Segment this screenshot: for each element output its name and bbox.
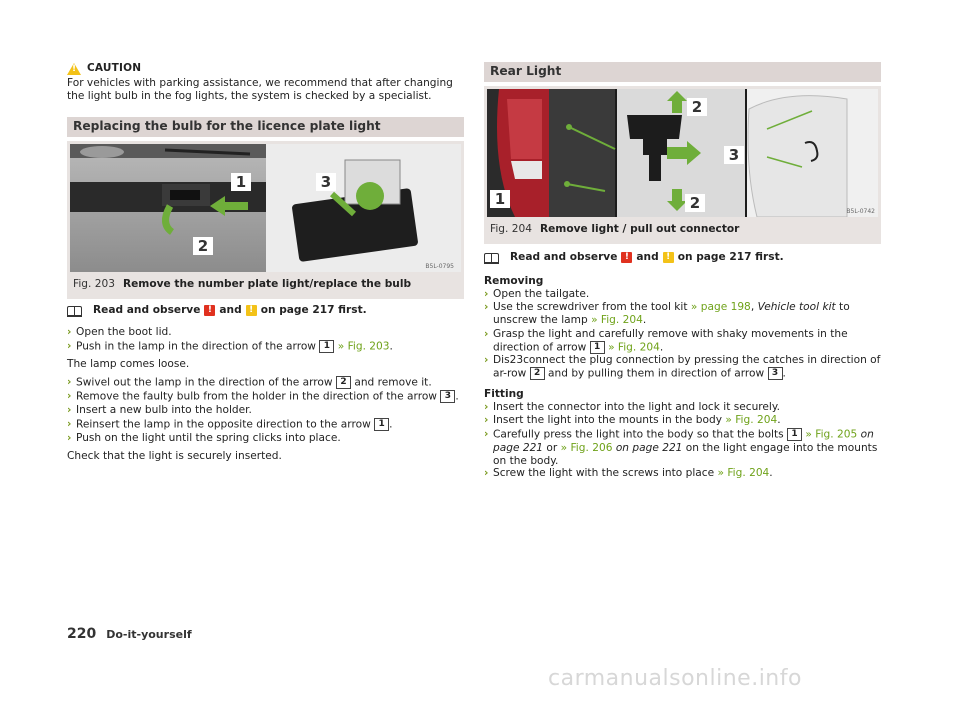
figure-title: Remove light / pull out connector: [539, 223, 740, 235]
list-item: › Reinsert the lamp in the opposite direction to the arrow 1 .: [67, 418, 393, 431]
page-number: 220: [67, 626, 97, 642]
final-note: Check that the light is securely inserted.: [67, 450, 282, 462]
list-item: › Push on the light until the spring clicks into place.: [67, 432, 341, 444]
book-icon: [484, 253, 498, 263]
list-item: › Insert the light into the mounts in the body » Fig. 204.: [484, 414, 781, 426]
note-text: The lamp comes loose.: [67, 358, 190, 370]
chevron-icon: ›: [67, 432, 72, 444]
chevron-icon: ›: [484, 288, 489, 300]
caution-header: [67, 62, 141, 75]
warning-icon: !: [621, 252, 632, 263]
chevron-icon: ›: [67, 340, 72, 352]
caution-body: For vehicles with parking assistance, we recommend that after changing the light bulb in the fog lights, the system is checked by a specialist.: [67, 77, 453, 103]
list-item: › Swivel out the lamp in the direction of the arrow 2 and remove it.: [67, 376, 432, 389]
read-prefix: Read and observe: [93, 304, 201, 316]
watermark: carmanualsonline.info: [548, 666, 802, 691]
section-title: Rear Light: [490, 64, 562, 78]
list-item: › Insert the connector into the light and lock it securely.: [484, 401, 780, 413]
callout-2-top: 2: [687, 98, 707, 116]
page-footer: [67, 628, 192, 641]
caution-icon-small: !: [663, 252, 674, 263]
fig-205-link[interactable]: » Fig. 205: [805, 428, 858, 441]
page-217-link[interactable]: on page 217 first.: [260, 304, 367, 316]
figure-title: Remove the number plate light/replace the bulb: [122, 278, 412, 290]
read-and: and: [636, 251, 659, 263]
read-prefix: Read and observe: [510, 251, 618, 263]
fig-204-link[interactable]: » Fig. 204: [591, 314, 643, 327]
list-item: › Grasp the light and carefully remove with shaky movements in the direction of arrow 1 » Fig. 204.: [484, 328, 848, 354]
figure-203-caption: [73, 278, 411, 291]
chevron-icon: ›: [67, 390, 72, 402]
fig-204-link[interactable]: » Fig. 204: [717, 467, 770, 479]
chevron-icon: ›: [67, 376, 72, 388]
page-217-link[interactable]: on page 217 first.: [677, 251, 784, 263]
chevron-icon: ›: [484, 401, 489, 413]
caution-icon: [67, 63, 81, 75]
removing-heading: Removing: [484, 275, 544, 287]
read-observe-line: [67, 304, 367, 317]
chevron-icon: ›: [484, 328, 489, 340]
callout-2-bottom: 2: [685, 194, 705, 212]
list-item: › Open the tailgate.: [484, 288, 590, 300]
arrow-ref-box: 3: [768, 367, 783, 380]
callout-2: 2: [193, 237, 213, 255]
caution-icon-small: !: [246, 305, 257, 316]
chevron-icon: ›: [484, 414, 489, 426]
section-header-rear-light: [484, 62, 881, 82]
list-item: › Use the screwdriver from the tool kit » page 198, Vehicle tool kit to unscrew the lamp » Fig. 204.: [484, 301, 850, 327]
figure-204-image: [487, 89, 878, 217]
chevron-icon: ›: [484, 301, 489, 313]
callout-1: 1: [490, 190, 510, 208]
warning-icon: !: [204, 305, 215, 316]
list-item: › Carefully press the light into the body so that the bolts 1 » Fig. 205 on page 221 or » Fig. 206 on page 221 on the light engage into the mounts on the body.: [484, 428, 878, 468]
caution-title: CAUTION: [87, 62, 142, 74]
chevron-icon: ›: [484, 354, 489, 366]
callout-1: 1: [231, 173, 251, 191]
fitting-heading: Fitting: [484, 388, 524, 400]
list-item: › Open the boot lid.: [67, 326, 172, 338]
arrow-ref-box: 1: [787, 428, 802, 441]
arrow-ref-box: 1: [590, 341, 605, 354]
arrow-ref-box: 1: [319, 340, 334, 353]
figure-number: Fig. 203: [73, 278, 115, 290]
arrow-ref-box: 3: [440, 390, 455, 403]
fig-206-link[interactable]: » Fig. 206: [560, 441, 613, 454]
book-icon: [67, 306, 81, 316]
section-header-licence-plate: [67, 117, 464, 137]
figure-203-code: B5L-0795: [425, 263, 454, 270]
figure-203-image: [70, 144, 461, 272]
list-item: › Push in the lamp in the direction of the arrow 1 » Fig. 203.: [67, 340, 393, 353]
chevron-icon: ›: [67, 418, 72, 430]
read-and: and: [219, 304, 242, 316]
chevron-icon: ›: [484, 467, 489, 479]
list-item: › Remove the faulty bulb from the holder in the direction of the arrow 3 .: [67, 390, 459, 403]
fig-204-link[interactable]: » Fig. 204: [608, 341, 660, 354]
figure-number: Fig. 204: [490, 223, 532, 235]
figure-204: [484, 86, 881, 244]
chevron-icon: ›: [67, 404, 72, 416]
figure-204-caption: [490, 223, 739, 236]
fig-204-link[interactable]: » Fig. 204: [725, 414, 778, 426]
arrow-ref-box: 1: [374, 418, 389, 431]
read-observe-line: [484, 251, 784, 264]
figure-204-code: B5L-0742: [846, 208, 875, 215]
list-item: › Insert a new bulb into the holder.: [67, 404, 252, 416]
section-title: Replacing the bulb for the licence plate light: [73, 119, 381, 133]
list-item: › Screw the light with the screws into place » Fig. 204.: [484, 467, 773, 479]
list-item: › Dis23connect the plug connection by pressing the catches in direction of ar-row 2 and by pulling them in direction of arrow 3 .: [484, 354, 881, 380]
fig-203-link[interactable]: » Fig. 203: [337, 340, 390, 353]
arrow-ref-box: 2: [336, 376, 351, 389]
chevron-icon: ›: [484, 428, 489, 440]
callout-3: 3: [724, 146, 744, 164]
figure-203: [67, 141, 464, 299]
footer-section: Do-it-yourself: [106, 628, 192, 641]
arrow-ref-box: 2: [530, 367, 545, 380]
chevron-icon: ›: [67, 326, 72, 338]
callout-3: 3: [316, 173, 336, 191]
page-198-link[interactable]: » page 198: [690, 301, 751, 313]
